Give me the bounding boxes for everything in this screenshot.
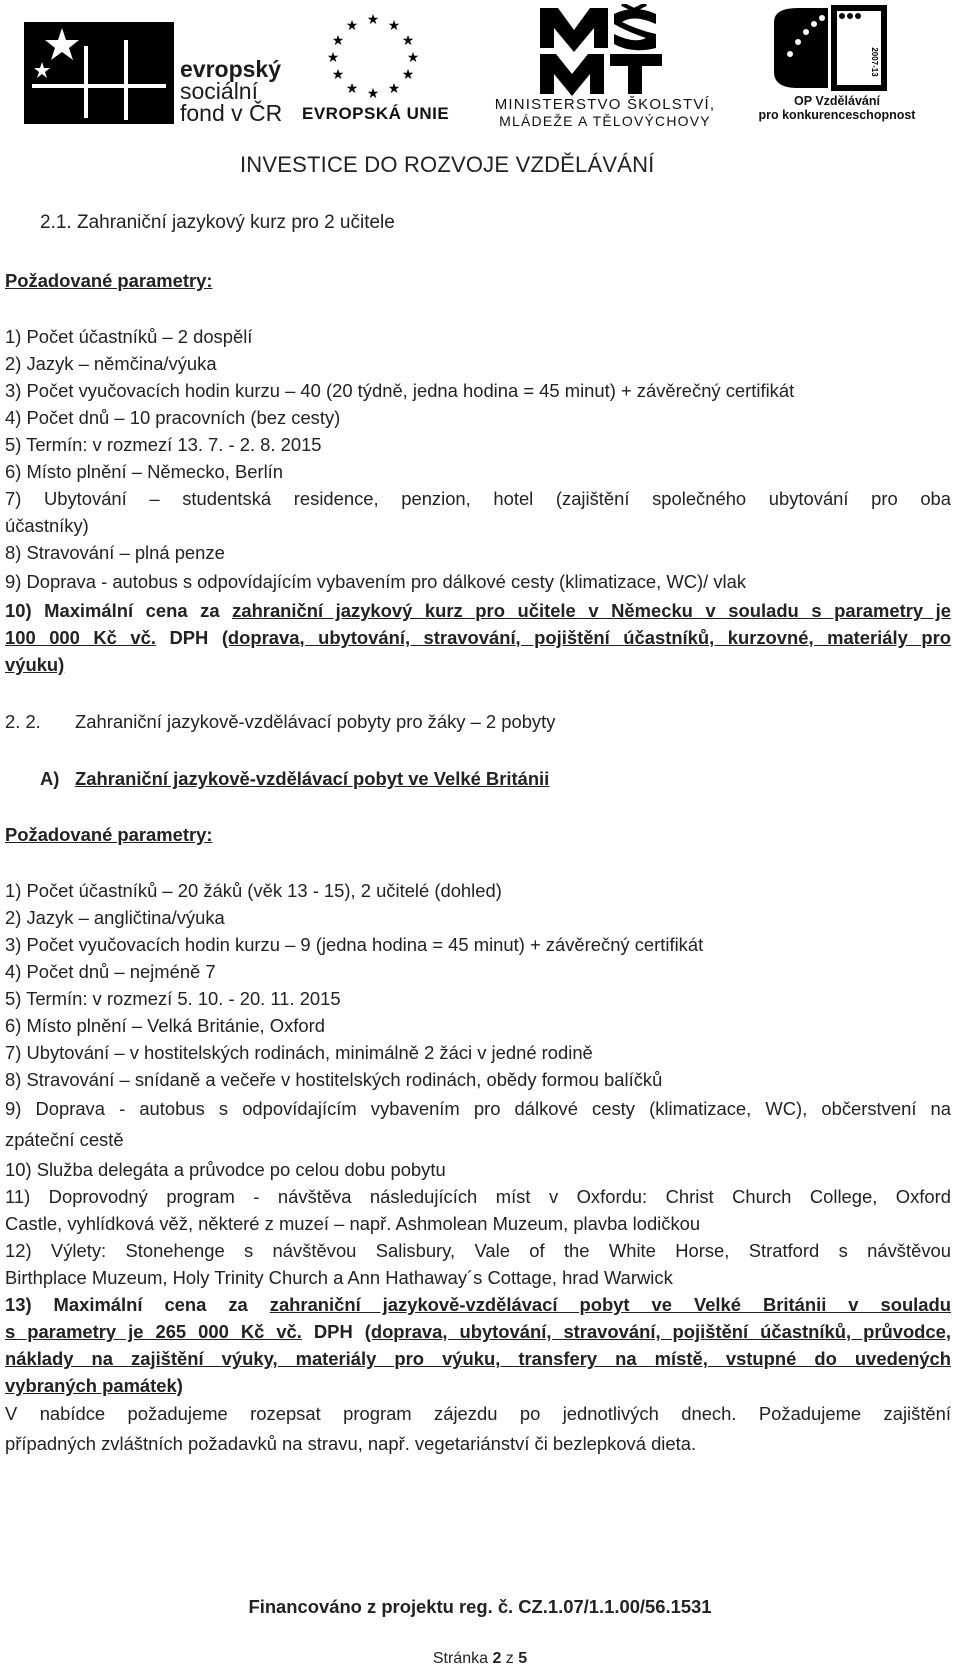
price-subject: zahraniční jazykový kurz pro učitele v Německu v souladu s parametry je xyxy=(232,600,952,621)
page-current: 2 xyxy=(492,1650,502,1667)
section1-title: 2.1. Zahraniční jazykový kurz pro 2 učitele xyxy=(40,212,395,233)
price-amount: s parametry je 265 000 Kč vč. xyxy=(5,1321,302,1342)
list-item: 5) Termín: v rozmezí 13. 7. - 2. 8. 2015 xyxy=(5,434,322,455)
eu-flag-icon xyxy=(318,12,428,98)
msmt-logo-text xyxy=(470,96,740,130)
esf-line: sociální xyxy=(180,78,258,104)
section2-title xyxy=(5,710,951,734)
msmt-logo-icon xyxy=(538,4,664,96)
list-item: 5) Termín: v rozmezí 5. 10. - 20. 11. 2015 xyxy=(5,988,341,1009)
list-item: 6) Místo plnění – Německo, Berlín xyxy=(5,461,284,482)
page-number xyxy=(0,1650,960,1668)
subsection-a-title xyxy=(40,767,960,791)
price-lead: 10) Maximální cena za xyxy=(5,600,233,621)
list-item: Birthplace Muzeum, Holy Trinity Church a Ann Hathaway´s Cottage, hrad Warwick xyxy=(5,1267,673,1288)
msmt-line-2: MLÁDEŽE A TĚLOVÝCHOVY xyxy=(499,113,711,129)
eu-logo-text: EVROPSKÁ UNIE xyxy=(302,104,450,123)
op-line-2: pro konkurenceschopnost xyxy=(758,108,916,122)
svg-text:★: ★ xyxy=(366,12,380,27)
section2-price-line-2 xyxy=(5,1320,951,1344)
svg-text:★: ★ xyxy=(387,17,401,33)
subsection-a-label: A) xyxy=(40,768,60,789)
price-subject: zahraniční jazykově-vzdělávací pobyt ve Velké Británii v souladu xyxy=(269,1294,951,1315)
section1-params-heading: Požadované parametry: xyxy=(5,270,213,291)
list-item: 7) Ubytování – studentská residence, penzion, hotel (zajištění společného ubytování pro oba xyxy=(5,488,951,509)
list-item: 8) Stravování – plná penze xyxy=(5,542,225,563)
section2-price-line-1 xyxy=(5,1293,951,1317)
list-item: 9) Doprava - autobus s odpovídajícím vybavením pro dálkové cesty (klimatizace, WC)/ vlak xyxy=(5,571,747,592)
section2-params-heading: Požadované parametry: xyxy=(5,824,213,845)
svg-text:★: ★ xyxy=(366,85,380,98)
svg-text:★: ★ xyxy=(401,32,415,48)
list-item: účastníky) xyxy=(5,515,89,536)
section2-number: 2. 2. xyxy=(5,711,41,732)
op-years: 2007-13 xyxy=(870,47,879,77)
svg-text:★: ★ xyxy=(406,49,420,65)
page-total: 5 xyxy=(518,1650,528,1667)
page-label: Stránka xyxy=(432,1650,493,1667)
list-item: 2) Jazyk – němčina/výuka xyxy=(5,353,217,374)
price-includes: (doprava, ubytování, stravování, pojištění účastníků, kurzovné, materiály pro xyxy=(221,627,951,648)
section1-price-line-3: výuku) xyxy=(5,654,65,675)
svg-text:★: ★ xyxy=(326,49,340,65)
svg-text:★: ★ xyxy=(387,80,401,96)
op-line-1: OP Vzdělávání xyxy=(794,94,880,108)
svg-text:★: ★ xyxy=(345,17,359,33)
section1-price-line-2 xyxy=(5,626,951,650)
logo-header xyxy=(0,0,960,180)
list-item: 3) Počet vyučovacích hodin kurzu – 9 (jedna hodina = 45 minut) + závěrečný certifikát xyxy=(5,934,704,955)
esf-line: fond v ČR xyxy=(180,100,283,126)
esf-logo-icon xyxy=(24,22,174,124)
svg-text:★: ★ xyxy=(331,66,345,82)
svg-text:★: ★ xyxy=(401,66,415,82)
offer-note-line-1: V nabídce požadujeme rozepsat program zájezdu po jednotlivých dnech. Požadujeme zajištění xyxy=(5,1403,951,1424)
svg-text:★: ★ xyxy=(345,80,359,96)
page-sep: z xyxy=(501,1650,519,1667)
list-item: Castle, vyhlídková věž, některé z muzeí – např. Ashmolean Muzeum, plavba lodičkou xyxy=(5,1213,701,1234)
op-logo-icon xyxy=(768,2,890,94)
header-tagline: INVESTICE DO ROZVOJE VZDĚLÁVÁNÍ xyxy=(240,152,655,177)
offer-note-line-2: případných zvláštních požadavků na stravu, např. vegetariánství či bezlepková dieta. xyxy=(5,1433,697,1454)
list-item: 7) Ubytování – v hostitelských rodinách, minimálně 2 žáci v jedné rodině xyxy=(5,1042,593,1063)
list-item: 6) Místo plnění – Velká Británie, Oxford xyxy=(5,1015,325,1036)
price-lead: 13) Maximální cena za xyxy=(5,1294,270,1315)
op-logo-text xyxy=(744,94,930,122)
list-item: 12) Výlety: Stonehenge s návštěvou Salisbury, Vale of the White Horse, Stratford s návštěvou xyxy=(5,1240,951,1261)
section2-price-line-3: náklady na zajištění výuky, materiály pro výuku, transfery na místě, vstupné do uvedených xyxy=(5,1348,951,1369)
list-item: 1) Počet účastníků – 2 dospělí xyxy=(5,326,253,347)
esf-logo-text xyxy=(180,58,282,124)
section1-price-line-1 xyxy=(5,599,951,623)
price-vat: DPH xyxy=(155,627,222,648)
subsection-a-text: Zahraniční jazykově-vzdělávací pobyt ve Velké Británii xyxy=(75,768,550,789)
list-item: 11) Doprovodný program - návštěva následujících míst v Oxfordu: Christ Church College, Oxford xyxy=(5,1186,951,1207)
price-vat: DPH xyxy=(301,1321,365,1342)
list-item: 10) Služba delegáta a průvodce po celou dobu pobytu xyxy=(5,1159,446,1180)
svg-text:★: ★ xyxy=(331,32,345,48)
price-amount: 100 000 Kč vč. xyxy=(5,627,156,648)
list-item: 1) Počet účastníků – 20 žáků (věk 13 - 15), 2 učitelé (dohled) xyxy=(5,880,502,901)
list-item: 4) Počet dnů – nejméně 7 xyxy=(5,961,216,982)
list-item: zpáteční cestě xyxy=(5,1129,124,1150)
list-item: 3) Počet vyučovacích hodin kurzu – 40 (20 týdně, jedna hodina = 45 minut) + závěrečný certifikát xyxy=(5,380,795,401)
footer-financing: Financováno z projektu reg. č. CZ.1.07/1.1.00/56.1531 xyxy=(248,1596,712,1617)
price-includes: (doprava, ubytování, stravování, pojištění účastníků, průvodce, xyxy=(364,1321,951,1342)
section2-price-line-4: vybraných památek) xyxy=(5,1375,183,1396)
esf-line: evropský xyxy=(180,56,282,82)
list-item: 2) Jazyk – angličtina/výuka xyxy=(5,907,225,928)
list-item: 4) Počet dnů – 10 pracovních (bez cesty) xyxy=(5,407,341,428)
section2-title-text: Zahraniční jazykově-vzdělávací pobyty pro žáky – 2 pobyty xyxy=(75,711,556,732)
msmt-line-1: MINISTERSTVO ŠKOLSTVÍ, xyxy=(494,96,716,113)
list-item: 9) Doprava - autobus s odpovídajícím vybavením pro dálkové cesty (klimatizace, WC), občerstvení na xyxy=(5,1098,951,1119)
list-item: 8) Stravování – snídaně a večeře v hostitelských rodinách, obědy formou balíčků xyxy=(5,1069,663,1090)
